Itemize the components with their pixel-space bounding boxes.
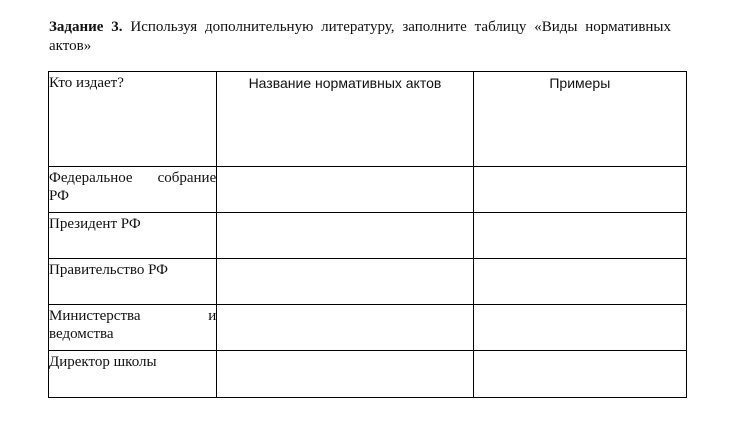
example-cell[interactable] [473,167,686,213]
act-name-cell[interactable] [217,305,473,351]
table-row [49,213,687,259]
example-cell[interactable] [473,213,686,259]
table-header-row [49,72,687,167]
issuer-cell [49,351,217,398]
act-name-cell[interactable] [217,213,473,259]
table-row [49,305,687,351]
table-row [49,167,687,213]
issuer-line-1: Президент РФ [49,216,141,232]
task-text: Используя дополнительную литературу, заполните таблицу «Виды нормативных актов» [49,19,672,54]
table-row [49,259,687,305]
example-cell[interactable] [473,351,686,398]
example-cell[interactable] [473,305,686,351]
example-cell[interactable] [473,259,686,305]
act-name-cell[interactable] [217,351,473,398]
issuer-line-1: Директор школы [49,354,157,370]
header-examples: Примеры [473,72,686,167]
table-row [49,351,687,398]
task-label: Задание 3. [49,19,123,35]
issuer-line-1: Федеральное собрание [49,170,217,186]
header-who-issues: Кто издает? [49,72,217,167]
issuer-line-2: РФ [49,188,69,204]
header-act-names: Название нормативных актов [217,72,473,167]
task-statement [49,18,671,56]
issuer-cell [49,167,217,213]
act-name-cell[interactable] [217,167,473,213]
normative-acts-table [48,71,687,398]
issuer-line-1: Правительство РФ [49,262,169,278]
issuer-cell [49,213,217,259]
issuer-line-2: ведомства [49,326,114,342]
issuer-line-1: Министерства и [49,308,217,324]
issuer-cell [49,305,217,351]
act-name-cell[interactable] [217,259,473,305]
issuer-cell [49,259,217,305]
